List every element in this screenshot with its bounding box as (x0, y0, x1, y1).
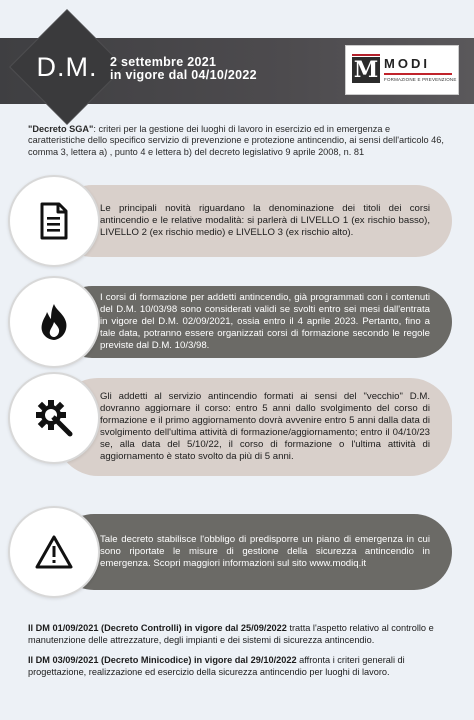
logo-underline (384, 73, 452, 75)
fire-icon (37, 302, 71, 342)
info-item-1-icon-circle (8, 175, 100, 267)
logo-letter: M (353, 57, 379, 83)
info-item-3-panel (56, 378, 452, 476)
info-item-1-text: Le principali novità riguardano la denominazione dei titoli dei corsi antincendio e le relative modalità: si parlerà di LIVELLO 1 (ex rischio basso), LIVELLO 2 (ex rischio medio) e LIVELLO 3 (ex rischio alto). (100, 203, 430, 238)
info-item-4-text: Tale decreto stabilisce l'obbligo di predisporre un piano di emergenza in cui sono riportate le misure di gestione della sicurezza antincendio in emergenza. Scopri maggiori informazioni sul sito www.modiq.it (100, 534, 430, 569)
info-item-1-panel (56, 185, 452, 257)
footer-note-1 (28, 622, 460, 646)
document-icon (39, 202, 69, 240)
intro-bold: "Decreto SGA" (28, 124, 94, 134)
footer-note-2 (28, 654, 460, 678)
header-date-line: 2 settembre 2021 (110, 55, 217, 69)
footer-note-1-text: tratta l'aspetto relativo al controllo e manutenzione delle attrezzature, degli impianti e dei sistemi di sicurezza antincendio. (28, 623, 434, 645)
info-item-3-text: Gli addetti al servizio antincendio formati ai sensi del "vecchio" D.M. dovranno aggiornare il corso: entro 5 anni dallo svolgimento del corso di formazione e il primo aggiornamento dovrà avvenire entro 5 anni dalla data di svolgimento dell'ultima attività di formazione/aggiornamento; entro il 04/10/23 se, alla data del 5/10/22, il corso di formazione o l'ultima attività di aggiornamento è stato svolto da più di 5 anni. (100, 391, 430, 462)
dm-badge-label: D.M. (36, 51, 98, 82)
info-item-4-icon-circle (8, 506, 100, 598)
info-item-2-text: I corsi di formazione per addetti antincendio, già programmati con i contenuti del D.M. 10/03/98 sono considerati validi se svolti entro sei mesi dall'entrata in vigore del D.M. 02/09/2021, ossia entro il 4 aprile 2023. Pertanto, fino a tale data, potranno essere organizzati corsi di formazione secondo le regole previste dal D.M. 10/3/98. (100, 292, 430, 351)
intro-paragraph (28, 124, 448, 158)
gear-wrench-icon (34, 398, 74, 438)
footer-note-2-text: affronta i criteri generali di progettazione, realizzazione ed esercizio della sicurezza antincendio per luoghi di lavoro. (28, 655, 405, 677)
info-item-2-panel (56, 286, 452, 358)
logo-name: MODI (384, 56, 430, 71)
info-item-2-icon-circle (8, 276, 100, 368)
logo-tagline: FORMAZIONE E PREVENZIONE (384, 77, 457, 82)
warning-icon (34, 534, 74, 570)
footer-note-2-bold: Il DM 03/09/2021 (Decreto Minicodice) in vigore dal 29/10/2022 (28, 655, 297, 665)
logo-stripe (352, 54, 380, 56)
info-item-3-icon-circle (8, 372, 100, 464)
header-dates (110, 56, 257, 82)
footer-note-1-bold: Il DM 01/09/2021 (Decreto Controlli) in vigore dal 25/09/2022 (28, 623, 287, 633)
header-effective-line: in vigore dal 04/10/2022 (110, 68, 257, 82)
info-item-4-panel (56, 514, 452, 590)
dm-badge (14, 14, 120, 120)
intro-text: : criteri per la gestione dei luoghi di lavoro in esercizio ed in emergenza e caratteristiche dello specifico servizio di prevenzione e protezione antincendio, ai sensi dell'articolo 46, comma 3, lettera a) , punto 4 e lettera b) del decreto legislativo 9 aprile 2008, n. 81 (28, 124, 444, 157)
modi-logo (345, 45, 459, 95)
